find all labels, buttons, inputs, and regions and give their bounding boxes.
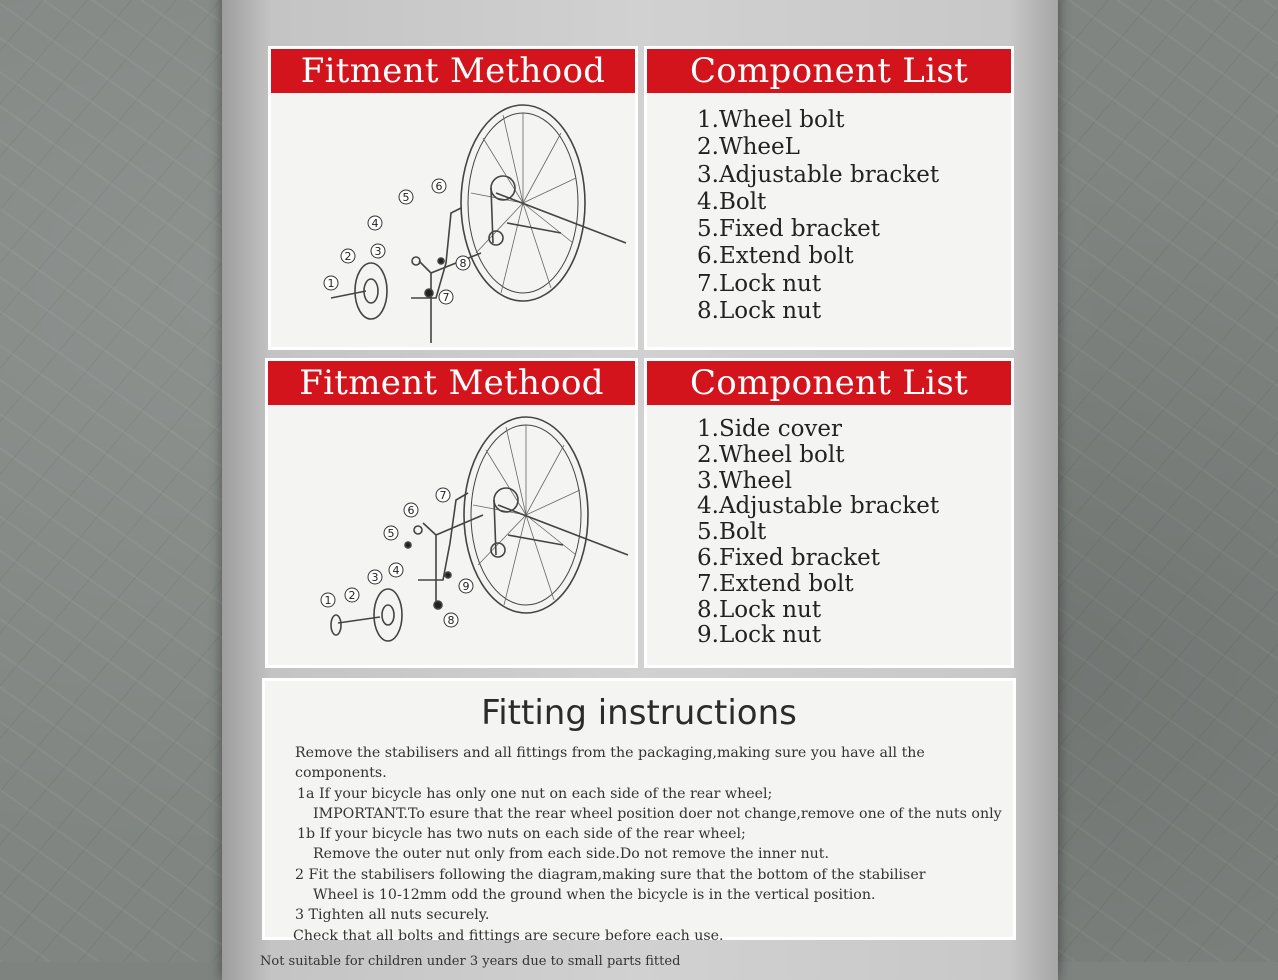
list-item: 7.Lock nut [697, 270, 822, 297]
diagram-label: 4 [371, 217, 379, 230]
instruction-line: 3 Tighten all nuts securely. [295, 907, 490, 924]
list-item: 4.Adjustable bracket [697, 493, 940, 520]
diagram-label: 6 [407, 504, 415, 517]
diagram-label: 6 [435, 180, 443, 193]
list-item: 2.Wheel bolt [697, 441, 845, 468]
fitment-diagram-1 [271, 93, 635, 347]
instruction-line: 2 Fit the stabilisers following the diagram,making sure that the bottom of the stabiliser [295, 866, 926, 883]
instruction-line: 1b If your bicycle has two nuts on each side of the rear wheel; [297, 826, 746, 843]
warning-text: Not suitable for children under 3 years due to small parts fitted [260, 954, 681, 969]
fitting-lines [295, 743, 1013, 946]
diagram-label: 5 [387, 527, 395, 540]
diagram-label: 9 [462, 580, 470, 593]
list-item: 5.Bolt [697, 519, 767, 546]
diagram-label: 2 [344, 250, 352, 263]
list-item: 3.Adjustable bracket [697, 161, 940, 188]
list-item: 9.Lock nut [697, 622, 822, 649]
list-item: 3.Wheel [697, 467, 792, 494]
list-item: 6.Extend bolt [697, 243, 854, 270]
diagram-label: 7 [442, 291, 450, 304]
diagram-label: 4 [392, 564, 400, 577]
list-item: 2.WheeL [697, 134, 800, 161]
diagram-label: 2 [348, 589, 356, 602]
instruction-line: Remove the stabilisers and all fittings from the packaging,making sure you have all the components. [295, 745, 925, 782]
panel-title: Fitment Methood [271, 49, 635, 93]
component-panel-1 [644, 46, 1014, 350]
instruction-line: Remove the outer nut only from each side.Do not remove the inner nut. [313, 846, 829, 863]
fitment-panel-2 [265, 358, 638, 668]
fitment-panel-1 [268, 46, 638, 350]
diagram-label: 7 [439, 489, 447, 502]
list-item: 1.Wheel bolt [697, 107, 845, 133]
diagram-label: 8 [447, 614, 455, 627]
list-item: 4.Bolt [697, 188, 767, 215]
diagram-label: 8 [459, 257, 467, 270]
list-item: 5.Fixed bracket [697, 216, 880, 243]
instruction-line: IMPORTANT.To esure that the rear wheel position doer not change,remove one of the nuts only [313, 805, 1002, 822]
diagram-label: 1 [324, 594, 332, 607]
list-item: 6.Fixed bracket [697, 544, 880, 571]
panel-title: Fitment Methood [268, 361, 635, 405]
component-panel-2 [644, 358, 1014, 668]
diagram-label: 5 [402, 191, 410, 204]
diagram-label: 3 [374, 245, 382, 258]
fitting-title: Fitting instructions [481, 693, 797, 733]
instruction-line: 1a If your bicycle has only one nut on each side of the rear wheel; [297, 785, 773, 802]
diagram-label: 1 [327, 277, 335, 290]
fitment-diagram-2 [268, 405, 635, 665]
panel-title: Component List [647, 361, 1011, 405]
component-list-1 [697, 107, 939, 325]
fitting-instructions-panel [262, 678, 1016, 944]
component-list-2 [697, 417, 939, 649]
list-item: 7.Extend bolt [697, 570, 854, 597]
list-item: 1.Side cover [697, 416, 843, 442]
instruction-line: Check that all bolts and fittings are secure before each use. [293, 927, 724, 944]
diagram-label: 3 [371, 571, 379, 584]
list-item: 8.Lock nut [697, 596, 822, 623]
list-item: 8.Lock nut [697, 298, 822, 325]
instruction-line: Wheel is 10-12mm odd the ground when the bicycle is in the vertical position. [313, 887, 876, 904]
panel-title: Component List [647, 49, 1011, 93]
